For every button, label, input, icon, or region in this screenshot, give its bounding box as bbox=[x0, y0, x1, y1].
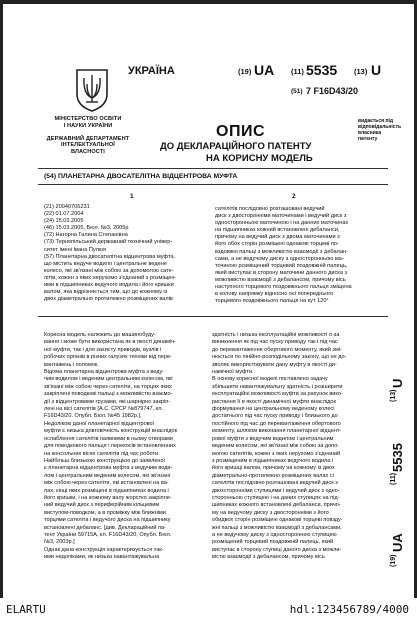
department-line: ДЕРЖАВНИЙ ДЕПАРТАМЕНТ bbox=[46, 135, 130, 142]
text-line: му на ведучому диску з двосторонніми з його bbox=[212, 509, 329, 516]
biblio-line: що містить ведуче водило і центральне ведене bbox=[44, 260, 167, 267]
ipc-class: 7 F16D43/20 bbox=[306, 86, 359, 96]
code-13: (13) bbox=[354, 67, 368, 76]
vertical-identifier bbox=[390, 362, 406, 572]
text-line: лом і центральним веденим колесом, які зв'язані bbox=[44, 472, 171, 479]
text-line: зв'язані між собою через сателіти, на торцях яких bbox=[44, 383, 172, 390]
document-subtitle: НА КОРИСНУ МОДЕЛЬ bbox=[206, 153, 313, 164]
claim-continuation bbox=[215, 206, 385, 305]
claim-line: точиною розміщений торцевий поздовжній палець, bbox=[215, 262, 348, 269]
text-line: чим водилом і веденим центральним колесом, які bbox=[44, 376, 173, 383]
trident-emblem-icon bbox=[74, 68, 110, 112]
description-column-left bbox=[44, 332, 210, 562]
claim-line: торцевого поздовжнього пальця на кут 120° bbox=[215, 298, 329, 305]
claim-line: можливістю взаємодії з дебалансом, причому вісь bbox=[215, 276, 346, 283]
ministry-line: І НАУКИ УКРАЇНИ bbox=[63, 122, 113, 129]
text-line: ної муфти, так і для захисту приводів, вузлів і bbox=[44, 346, 162, 353]
text-line: на консольних вісях сателітів під час роботи. bbox=[44, 450, 160, 457]
kind-code: U bbox=[371, 62, 382, 78]
text-line: веденим колесом, які зв'язані між собою за допо- bbox=[212, 443, 340, 450]
text-line: постійного під час до перевантаження обертового bbox=[212, 420, 341, 427]
department-block bbox=[28, 136, 148, 156]
column-number: 2 bbox=[292, 193, 296, 200]
text-line: №3, 2003р.] bbox=[44, 539, 75, 546]
biblio-line: (22) 01.07.2004 bbox=[44, 211, 84, 218]
text-line: нюється по лінійно-розподільному закону, що не до- bbox=[212, 354, 347, 361]
text-line: ристання її в якості динамічної муфти внаслідок bbox=[212, 398, 336, 405]
claim-line: причому на ведучий диск з двома маточинами з bbox=[215, 234, 340, 241]
text-line: торцями сателіта і ведучого диска на підшипнику bbox=[44, 517, 171, 524]
viewer-footer bbox=[0, 598, 417, 620]
biblio-line: валом, яка відрізняється тим, що до кожному із bbox=[44, 289, 168, 296]
patent-number: 5535 bbox=[306, 62, 338, 78]
invention-title: (54) ПЛАНЕТАРНА ДВОСАТЕЛІТНА ВІДЦЕНТРОВА МУФТА bbox=[44, 173, 238, 180]
text-line: робочих органів в різних галузях техніки від пере- bbox=[44, 354, 172, 361]
text-line: лах, кінці яких розміщені в підшипниках водила і bbox=[44, 487, 169, 494]
claim-line: в колову напрямку відносно осі попереднього bbox=[215, 291, 334, 298]
text-line: між собою через сателіти, які встановлені на ва- bbox=[44, 480, 169, 487]
text-line: збільшити навантажувальну здатність і розширити bbox=[212, 383, 343, 390]
text-line: є планетарна відцентрова муфта з ведучим води- bbox=[44, 465, 173, 472]
text-line: вання і може бути використана як в якості динаміч- bbox=[44, 339, 176, 346]
text-line: а не ведучому диску з одностороннею ступицею bbox=[212, 531, 337, 538]
issuer-block bbox=[28, 116, 148, 156]
biblio-line: ими в підшипниках ведучого водила і його кришки bbox=[44, 282, 174, 289]
text-line: шипниках кожного встановлені дебаланси, причо- bbox=[212, 502, 341, 509]
claim-line: сателітів послідовно розташовані ведучий bbox=[215, 206, 325, 212]
text-line: до перевантаження обертового моменту, який змі- bbox=[212, 346, 342, 353]
biblio-line: (72) Нагорна Галина Степанівна bbox=[44, 232, 128, 239]
text-line: Однак дана конструкція характеризується так- bbox=[44, 546, 164, 553]
divider bbox=[38, 168, 388, 169]
text-line: обидвох сторін розміщені однакові торцеві повзду- bbox=[212, 517, 343, 524]
vertical-code-13: (13) bbox=[390, 389, 397, 402]
claim-line: на підшипниках кожний встановлені дебаланси, bbox=[215, 227, 340, 234]
divider bbox=[38, 184, 388, 185]
text-line: двохсторонніми ступицями і ведучий диск з одно- bbox=[212, 487, 340, 494]
text-line: діаметрально-протилежно розміщених валах сі bbox=[212, 472, 334, 479]
vertical-kind: U bbox=[390, 378, 405, 388]
country-code: UA bbox=[254, 62, 275, 78]
text-line: закріплені поводкові пальці з можливістю взаємо- bbox=[44, 391, 173, 398]
description-column-right bbox=[212, 332, 376, 562]
text-line: Корисна модель належить до машинобуду- bbox=[44, 332, 156, 338]
code-11: (11) bbox=[291, 67, 304, 76]
text-line: експлуатаційні можливості муфти за рахунок вико- bbox=[212, 391, 343, 398]
vertical-country: UA bbox=[390, 533, 405, 552]
text-line: Відома планетарна відцентрова муфта з веду- bbox=[44, 369, 165, 376]
text-line: жні пальці з можливістю взаємодії з дебалансами, bbox=[212, 524, 342, 531]
claim-line: його обох сторін розміщені однакові торцеві по- bbox=[215, 241, 339, 248]
text-line: Недоліком даної планетарної відцентрової bbox=[44, 420, 155, 427]
ministry-line: МІНІСТЕРСТВО ОСВІТИ bbox=[54, 116, 122, 122]
text-line: встановлені дебаланс. [див. Деклараційний па- bbox=[44, 524, 166, 531]
department-line: ІНТЕЛЕКТУАЛЬНОЇ bbox=[61, 142, 115, 149]
text-line: його кришки, і на кожному валу жорстко закріпле- bbox=[44, 494, 172, 501]
biblio-line: (24) 15.03.2005 bbox=[44, 218, 84, 225]
text-line: його кришці валом, причому на кожному із двох bbox=[212, 465, 335, 472]
handle-identifier: hdl:123456789/4000 bbox=[289, 603, 409, 616]
text-line: формування на центральному веденому колесі bbox=[212, 406, 335, 413]
claim-line: вздовжні пальці з можливістю взаємодії з дебалан- bbox=[215, 248, 348, 255]
biblio-line: (73) Тернопільський державний технічний універ- bbox=[44, 239, 173, 246]
text-line: ими недоліками, як низька навантажувальна bbox=[44, 554, 160, 561]
text-line: В основу корисної моделі поставлено задачу bbox=[212, 376, 328, 383]
biblio-line: (46) 15.03.2005, Бюл. №3, 2005р bbox=[44, 225, 129, 232]
text-line: для поводкового пальця і перекосів встановленних bbox=[44, 443, 176, 450]
vertical-code-11: (11) bbox=[390, 472, 397, 485]
text-line: лені на вісі сателітів [А.С. СРСР №879747, кл. bbox=[44, 406, 163, 413]
text-line: Найбільш близькою конструкцією до заявленої bbox=[44, 457, 166, 464]
biblio-line: (57) Планетарна двосателітна відцентрова муфта, bbox=[44, 253, 176, 260]
text-line: достатнього під час пуску приводу і близького до bbox=[212, 413, 338, 420]
text-line: тент України 59715А, кл. F16D43/20, Опубл. Бюл. bbox=[44, 531, 172, 538]
repository-name: ELARTU bbox=[6, 603, 46, 616]
divider bbox=[38, 316, 388, 317]
text-line: розміщений торцевий поздовжній палець, який bbox=[212, 539, 334, 546]
claim-line: сами, а не ведучому диску з односторонньою ма- bbox=[215, 255, 344, 262]
text-line: з розміщеним в підшипниках ведучого водила і bbox=[212, 457, 334, 464]
country-name: УКРАЇНА bbox=[128, 65, 175, 77]
code-51: (51) bbox=[291, 88, 303, 95]
claim-line: односторонньою маточиною і на данних маточинах bbox=[215, 220, 349, 227]
text-line: могою сателітів, кожен з яких нерухомо з'єднаний bbox=[212, 450, 341, 457]
document-title: ОПИС bbox=[216, 123, 265, 140]
text-line: зволяє використовувати дану муфту в якості ди- bbox=[212, 361, 337, 368]
text-line: вантажень і поломок. bbox=[44, 361, 99, 368]
text-line: виникнення як під час пуску приводу так і під час bbox=[212, 339, 338, 346]
text-line: муфти є низька довговічність конструкцій внаслідок bbox=[44, 428, 178, 435]
text-line: намічної муфти. bbox=[212, 369, 254, 376]
text-line: дії з відцентровими грузами, які шарнірно закріп- bbox=[44, 398, 171, 405]
code-19: (19) bbox=[238, 67, 252, 76]
biblio-line: ситет імені Івана Пулюя bbox=[44, 246, 107, 253]
text-line: рової муфти з ведучим водилом і центральним bbox=[212, 435, 334, 442]
department-line: ВЛАСНОСТІ bbox=[71, 149, 105, 156]
biblio-line: літів, кожен з яких нерухомо з'єднаний з розміщен- bbox=[44, 274, 177, 281]
column-number: 1 bbox=[130, 193, 134, 200]
text-line: сторонньою ступицею і на даних ступицях на під- bbox=[212, 494, 340, 501]
text-line: сателітів послідовно розташовані ведучий диск з bbox=[212, 480, 338, 487]
issuance-note: видається під відповідальність власника патенту bbox=[358, 118, 402, 142]
text-line: моменту, шляхом виконання планетарної відцент- bbox=[212, 428, 342, 435]
text-line: вістю взаємодії з дебалансом, причому вісь bbox=[212, 554, 325, 561]
vertical-number: 5535 bbox=[390, 443, 405, 472]
text-line: здатність і низька експлуатаційні можливості о-за bbox=[212, 332, 340, 338]
text-line: F16D43/20. Опубл. Бюл. №45 1982р.]. bbox=[44, 413, 142, 420]
document-subtitle: ДО ДЕКЛАРАЦІЙНОГО ПАТЕНТУ bbox=[160, 141, 312, 152]
claim-line: диск з двосторонніми маточинами і ведучий диск з bbox=[215, 213, 347, 220]
document-page bbox=[10, 10, 406, 596]
bibliographic-data bbox=[44, 204, 209, 303]
text-line: ослаблення сателітів наявними в ньому отворами bbox=[44, 435, 173, 442]
biblio-line: двох діаметрально протилежно розміщених валів bbox=[44, 296, 173, 303]
biblio-line: колесо, які зв'язані між собою за допомогою сате- bbox=[44, 267, 174, 274]
biblio-line: (21) 20040705231 bbox=[44, 204, 90, 210]
claim-line: наступного торцевого поздовжнього пальця зміщена bbox=[215, 284, 352, 291]
vertical-code-19: (19) bbox=[390, 554, 397, 567]
text-line: виступає в сторону ступиці даного диска з можли- bbox=[212, 546, 342, 553]
text-line: виступом-поводком, а в проміжку між ближніми bbox=[44, 509, 166, 516]
text-line: ний ведучий диск з периферійним кільцевим bbox=[44, 502, 160, 509]
claim-line: який виступає в сторону маточини данного диска з bbox=[215, 269, 348, 276]
